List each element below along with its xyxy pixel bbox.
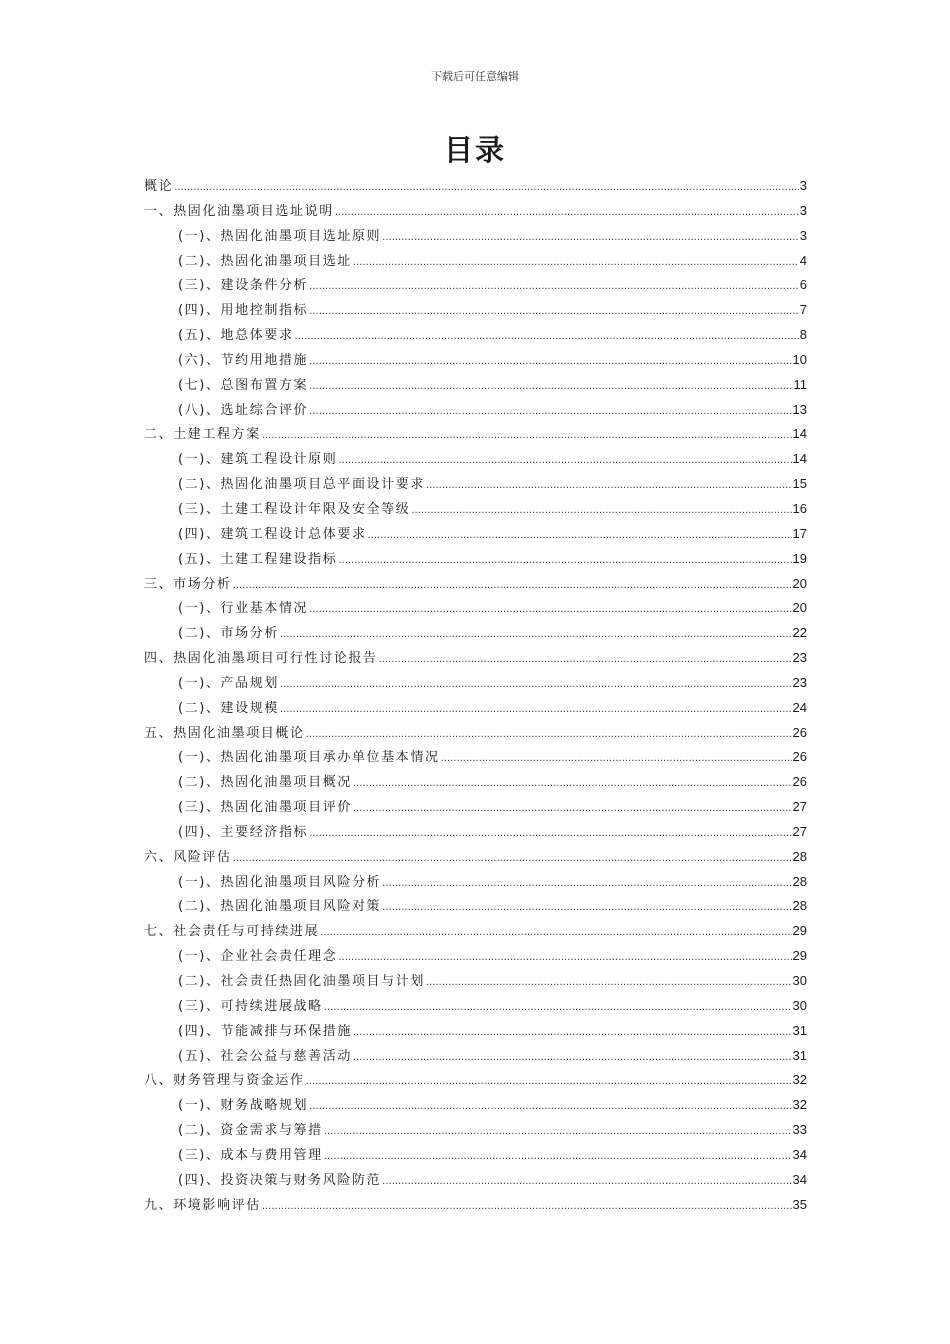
toc-entry-label: 六、风险评估 xyxy=(144,849,232,865)
toc-entry[interactable] xyxy=(144,323,807,348)
toc-dot-leader xyxy=(382,895,791,921)
toc-entry-page-number: 31 xyxy=(792,1022,807,1038)
toc-entry-label: (一)、热固化油墨项目承办单位基本情况 xyxy=(178,750,440,766)
toc-entry-label: (一)、产品规划 xyxy=(178,675,279,691)
toc-entry[interactable] xyxy=(144,795,807,820)
toc-entry[interactable] xyxy=(144,199,807,224)
toc-entry-label: (一)、企业社会责任理念 xyxy=(178,949,338,965)
toc-dot-leader xyxy=(353,796,792,822)
toc-dot-leader xyxy=(309,299,799,325)
toc-entry-label: 九、环境影响评估 xyxy=(144,1197,261,1213)
toc-dot-leader xyxy=(441,746,792,772)
toc-dot-leader xyxy=(324,1144,792,1170)
toc-entry-page-number: 24 xyxy=(792,699,807,715)
toc-entry-page-number: 13 xyxy=(792,401,807,417)
toc-entry-label: (五)、社会公益与慈善活动 xyxy=(178,1048,352,1064)
toc-entry-page-number: 7 xyxy=(799,302,807,318)
toc-entry-label: (二)、热固化油墨项目概况 xyxy=(178,775,352,791)
toc-entry[interactable] xyxy=(144,770,807,795)
toc-entry-label: (二)、市场分析 xyxy=(178,626,279,642)
toc-dot-leader xyxy=(233,573,792,599)
toc-dot-leader xyxy=(338,945,791,971)
toc-entry-page-number: 20 xyxy=(792,575,807,591)
toc-entry[interactable] xyxy=(144,522,807,547)
toc-dot-leader xyxy=(174,175,799,201)
toc-entry-label: 二、土建工程方案 xyxy=(144,427,261,443)
toc-entry-label: 概论 xyxy=(144,179,174,194)
toc-entry-page-number: 17 xyxy=(792,525,807,541)
toc-entry-label: (二)、热固化油墨项目总平面设计要求 xyxy=(178,477,425,493)
page-header-note: 下载后可任意编辑 xyxy=(431,70,519,83)
toc-dot-leader xyxy=(335,200,799,226)
toc-entry[interactable] xyxy=(144,249,807,274)
toc-entry-label: (四)、投资决策与财务风险防范 xyxy=(178,1172,382,1188)
toc-entry-page-number: 15 xyxy=(792,476,807,492)
toc-dot-leader xyxy=(280,697,792,723)
toc-entry-page-number: 32 xyxy=(792,1072,807,1088)
toc-entry[interactable] xyxy=(144,547,807,572)
toc-entry-page-number: 8 xyxy=(799,327,807,343)
toc-entry-label: (四)、主要经济指标 xyxy=(178,824,309,840)
toc-dot-leader xyxy=(324,1119,792,1145)
toc-entry-label: (一)、行业基本情况 xyxy=(178,601,309,617)
toc-entry-label: (三)、热固化油墨项目评价 xyxy=(178,800,352,816)
toc-dot-leader xyxy=(379,647,792,673)
toc-entry-page-number: 4 xyxy=(799,252,807,268)
toc-entry-page-number: 27 xyxy=(792,823,807,839)
toc-entry-page-number: 33 xyxy=(792,1122,807,1138)
toc-entry[interactable] xyxy=(144,696,807,721)
toc-entry-page-number: 10 xyxy=(792,351,807,367)
toc-dot-leader xyxy=(353,771,792,797)
toc-entry[interactable] xyxy=(144,621,807,646)
toc-entry-label: 八、财务管理与资金运作 xyxy=(144,1073,305,1089)
toc-entry-page-number: 35 xyxy=(792,1196,807,1212)
toc-entry-label: (一)、热固化油墨项目选址原则 xyxy=(178,228,382,244)
toc-entry-page-number: 34 xyxy=(792,1171,807,1187)
toc-entry-label: (七)、总图布置方案 xyxy=(178,377,309,393)
toc-entry-page-number: 30 xyxy=(792,973,807,988)
toc-entry-label: (一)、建筑工程设计原则 xyxy=(178,452,338,468)
toc-entry[interactable] xyxy=(144,497,807,522)
toc-entry-page-number: 27 xyxy=(792,799,807,815)
toc-entry-label: (三)、可持续进展战略 xyxy=(178,998,323,1014)
toc-entry-label: (一)、财务战略规划 xyxy=(178,1098,309,1114)
toc-entry[interactable] xyxy=(144,894,807,919)
toc-entry[interactable] xyxy=(144,1168,807,1193)
toc-entry-label: (八)、选址综合评价 xyxy=(178,402,309,418)
toc-entry-page-number: 20 xyxy=(792,600,807,616)
toc-dot-leader xyxy=(309,1094,791,1120)
toc-entry-page-number: 26 xyxy=(792,724,807,740)
toc-entry[interactable] xyxy=(144,1019,807,1044)
toc-dot-leader xyxy=(426,473,792,499)
toc-entry[interactable] xyxy=(144,273,807,298)
toc-entry-label: (三)、成本与费用管理 xyxy=(178,1147,323,1163)
toc-entry-label: (二)、建设规模 xyxy=(178,700,279,716)
toc-dot-leader xyxy=(353,250,799,276)
toc-entry-label: (六)、节约用地措施 xyxy=(178,352,309,368)
toc-entry-label: (二)、资金需求与筹措 xyxy=(178,1123,323,1139)
toc-entry[interactable] xyxy=(144,919,807,944)
toc-entry-page-number: 14 xyxy=(792,451,807,467)
toc-dot-leader xyxy=(280,672,792,698)
toc-entry-page-number: 22 xyxy=(792,625,807,641)
toc-entry[interactable] xyxy=(144,224,807,249)
toc-entry[interactable] xyxy=(144,671,807,696)
toc-dot-leader xyxy=(306,722,792,748)
toc-entry[interactable] xyxy=(144,646,807,671)
toc-entry[interactable] xyxy=(144,174,807,199)
toc-entry[interactable] xyxy=(144,298,807,323)
toc-dot-leader xyxy=(309,349,791,375)
toc-dot-leader xyxy=(382,225,799,251)
toc-dot-leader xyxy=(353,1045,792,1071)
toc-entry-page-number: 3 xyxy=(799,178,807,193)
toc-dot-leader xyxy=(309,374,792,400)
toc-entry-label: (三)、建设条件分析 xyxy=(178,278,309,294)
toc-entry[interactable] xyxy=(144,845,807,870)
toc-dot-leader xyxy=(382,871,791,897)
toc-entry-label: (四)、用地控制指标 xyxy=(178,303,309,319)
toc-entry[interactable] xyxy=(144,1193,807,1218)
toc-dot-leader xyxy=(338,548,791,574)
toc-entry[interactable] xyxy=(144,870,807,895)
toc-entry-page-number: 31 xyxy=(792,1047,807,1063)
toc-entry-page-number: 6 xyxy=(799,277,807,293)
toc-dot-leader xyxy=(280,622,792,648)
toc-entry-page-number: 23 xyxy=(792,650,807,666)
toc-entry-page-number: 28 xyxy=(792,898,807,914)
toc-entry-page-number: 30 xyxy=(792,997,807,1013)
toc-dot-leader xyxy=(295,324,799,350)
toc-entry[interactable] xyxy=(144,398,807,423)
toc-entry-label: 七、社会责任与可持续进展 xyxy=(144,924,320,940)
toc-entry-page-number: 26 xyxy=(792,749,807,765)
toc-dot-leader xyxy=(324,995,792,1021)
toc-dot-leader xyxy=(262,1194,792,1220)
toc-dot-leader xyxy=(353,1020,792,1046)
toc-dot-leader xyxy=(382,1169,791,1195)
toc-dot-leader xyxy=(233,846,792,872)
toc-entry-page-number: 11 xyxy=(793,376,807,392)
toc-entry-label: (五)、地总体要求 xyxy=(178,328,294,344)
toc-dot-leader xyxy=(309,274,799,300)
toc-entry[interactable] xyxy=(144,596,807,621)
toc-dot-leader xyxy=(320,920,791,946)
toc-entry[interactable] xyxy=(144,422,807,447)
toc-dot-leader xyxy=(426,970,792,996)
toc-entry[interactable] xyxy=(144,820,807,845)
toc-entry-page-number: 32 xyxy=(792,1097,807,1113)
toc-entry[interactable] xyxy=(144,994,807,1019)
toc-entry[interactable] xyxy=(144,472,807,497)
toc-entry[interactable] xyxy=(144,1118,807,1143)
toc-entry[interactable] xyxy=(144,1044,807,1069)
toc-entry-page-number: 34 xyxy=(792,1146,807,1162)
toc-entry[interactable] xyxy=(144,348,807,373)
toc-dot-leader xyxy=(411,498,791,524)
toc-dot-leader xyxy=(309,399,791,425)
toc-dot-leader xyxy=(368,523,792,549)
toc-entry-page-number: 3 xyxy=(799,227,807,243)
toc-entry[interactable] xyxy=(144,373,807,398)
toc-entry-page-number: 16 xyxy=(792,500,807,516)
toc-entry[interactable] xyxy=(144,745,807,770)
toc-entry-page-number: 23 xyxy=(792,674,807,690)
toc-entry-label: (五)、土建工程建设指标 xyxy=(178,551,338,567)
toc-entry-label: (三)、土建工程设计年限及安全等级 xyxy=(178,501,411,517)
toc-title: 目录 xyxy=(443,133,506,167)
toc-entry[interactable] xyxy=(144,969,807,994)
toc-entry-label: (一)、热固化油墨项目风险分析 xyxy=(178,874,382,890)
toc-entry-label: 一、热固化油墨项目选址说明 xyxy=(144,203,334,219)
toc-entry-page-number: 26 xyxy=(792,774,807,790)
toc-entry-label: (四)、节能减排与环保措施 xyxy=(178,1023,352,1039)
toc-entry[interactable] xyxy=(144,447,807,472)
toc-entry-label: 三、市场分析 xyxy=(144,576,232,592)
toc-entry[interactable] xyxy=(144,572,807,597)
toc-entry[interactable] xyxy=(144,944,807,969)
toc-dot-leader xyxy=(309,597,791,623)
toc-entry-page-number: 14 xyxy=(792,426,807,442)
toc-entry-label: 五、热固化油墨项目概论 xyxy=(144,725,305,741)
toc-entry-label: (四)、建筑工程设计总体要求 xyxy=(178,526,367,542)
toc-entry-label: (二)、热固化油墨项目选址 xyxy=(178,253,352,269)
toc-entry[interactable] xyxy=(144,1143,807,1168)
toc-entry-page-number: 19 xyxy=(792,550,807,566)
toc-entry-page-number: 28 xyxy=(792,873,807,889)
toc-entry[interactable] xyxy=(144,721,807,746)
toc-dot-leader xyxy=(306,1069,792,1095)
toc-entry-label: (二)、热固化油墨项目风险对策 xyxy=(178,899,382,915)
table-of-contents xyxy=(144,174,807,1217)
toc-dot-leader xyxy=(338,448,791,474)
toc-entry-label: 四、热固化油墨项目可行性讨论报告 xyxy=(144,651,378,667)
toc-entry-label: (二)、社会责任热固化油墨项目与计划 xyxy=(178,974,425,989)
toc-entry[interactable] xyxy=(144,1093,807,1118)
toc-entry-page-number: 29 xyxy=(792,923,807,939)
toc-entry-page-number: 29 xyxy=(792,948,807,964)
toc-entry[interactable] xyxy=(144,1068,807,1093)
toc-dot-leader xyxy=(262,423,792,449)
toc-entry-page-number: 28 xyxy=(792,848,807,864)
toc-dot-leader xyxy=(309,821,791,847)
toc-entry-page-number: 3 xyxy=(799,202,807,218)
